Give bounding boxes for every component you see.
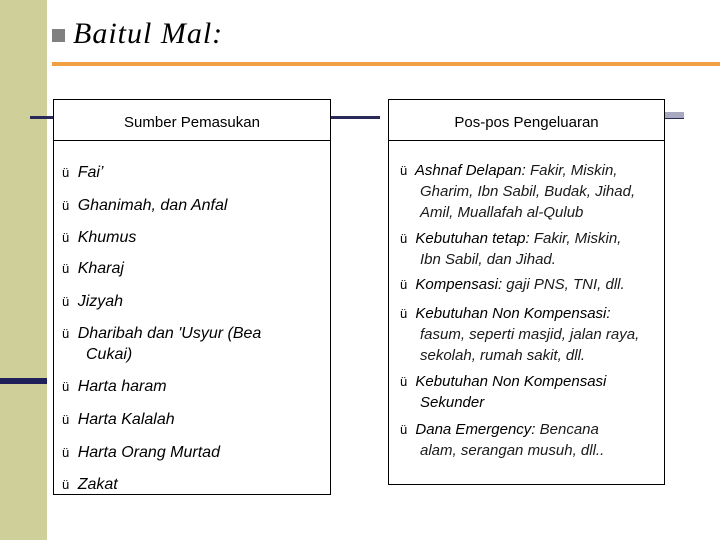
check-icon: ü (400, 374, 408, 389)
list-item: ü Kebutuhan Non Kompensasi: fasum, seperti masjid, jalan raya, sekolah, rumah sakit, dll. (400, 305, 640, 364)
slide-title-text: Baitul Mal: (73, 17, 224, 50)
expense-header (388, 99, 665, 141)
list-item: ü Fai’ (62, 164, 104, 181)
list-item: ü Harta Kalalah (62, 411, 175, 428)
list-item-continuation: Cukai) (86, 346, 133, 363)
sidebar-marker (0, 378, 47, 384)
list-item: ü Dana Emergency: Bencana alam, serangan musuh, dll.. (400, 421, 605, 459)
expense-header-text: Pos-pos Pengeluaran (454, 114, 599, 131)
check-icon: ü (62, 165, 70, 180)
list-item: ü Harta Orang Murtad (62, 444, 220, 461)
check-icon: ü (62, 198, 70, 213)
check-icon: ü (62, 477, 70, 492)
list-item: ü Ghanimah, dan Anfal (62, 197, 228, 214)
square-bullet-icon (52, 29, 65, 42)
check-icon: ü (62, 326, 70, 341)
list-item: ü Kompensasi: gaji PNS, TNI, dll. (400, 276, 625, 293)
income-list-box (53, 140, 331, 495)
list-item: ü Zakat (62, 476, 118, 493)
check-icon: ü (400, 277, 408, 292)
list-item: ü Ashnaf Delapan: Fakir, Miskin, Gharim, Ibn Sabil, Budak, Jihad, Amil, Muallafah al-Qulub (400, 162, 636, 221)
list-item: ü Khumus (62, 229, 137, 246)
income-header-text: Sumber Pemasukan (124, 114, 260, 131)
list-item: ü Kebutuhan Non Kompensasi Sekunder (400, 373, 607, 411)
list-item: ü Jizyah (62, 293, 124, 310)
check-icon: ü (62, 230, 70, 245)
check-icon: ü (62, 412, 70, 427)
check-icon: ü (62, 379, 70, 394)
check-icon: ü (400, 422, 408, 437)
slide-title (52, 14, 223, 54)
title-underline (52, 62, 720, 66)
check-icon: ü (400, 231, 408, 246)
list-item: ü Dharibah dan 'Usyur (Bea (62, 325, 262, 342)
check-icon: ü (62, 294, 70, 309)
sidebar-band (0, 0, 47, 540)
check-icon: ü (62, 261, 70, 276)
list-item: ü Kebutuhan tetap: Fakir, Miskin, Ibn Sabil, dan Jihad. (400, 230, 622, 268)
list-item: ü Harta haram (62, 378, 167, 395)
income-header (53, 99, 331, 141)
check-icon: ü (62, 445, 70, 460)
check-icon: ü (400, 163, 408, 178)
check-icon: ü (400, 306, 408, 321)
list-item: ü Kharaj (62, 260, 124, 277)
